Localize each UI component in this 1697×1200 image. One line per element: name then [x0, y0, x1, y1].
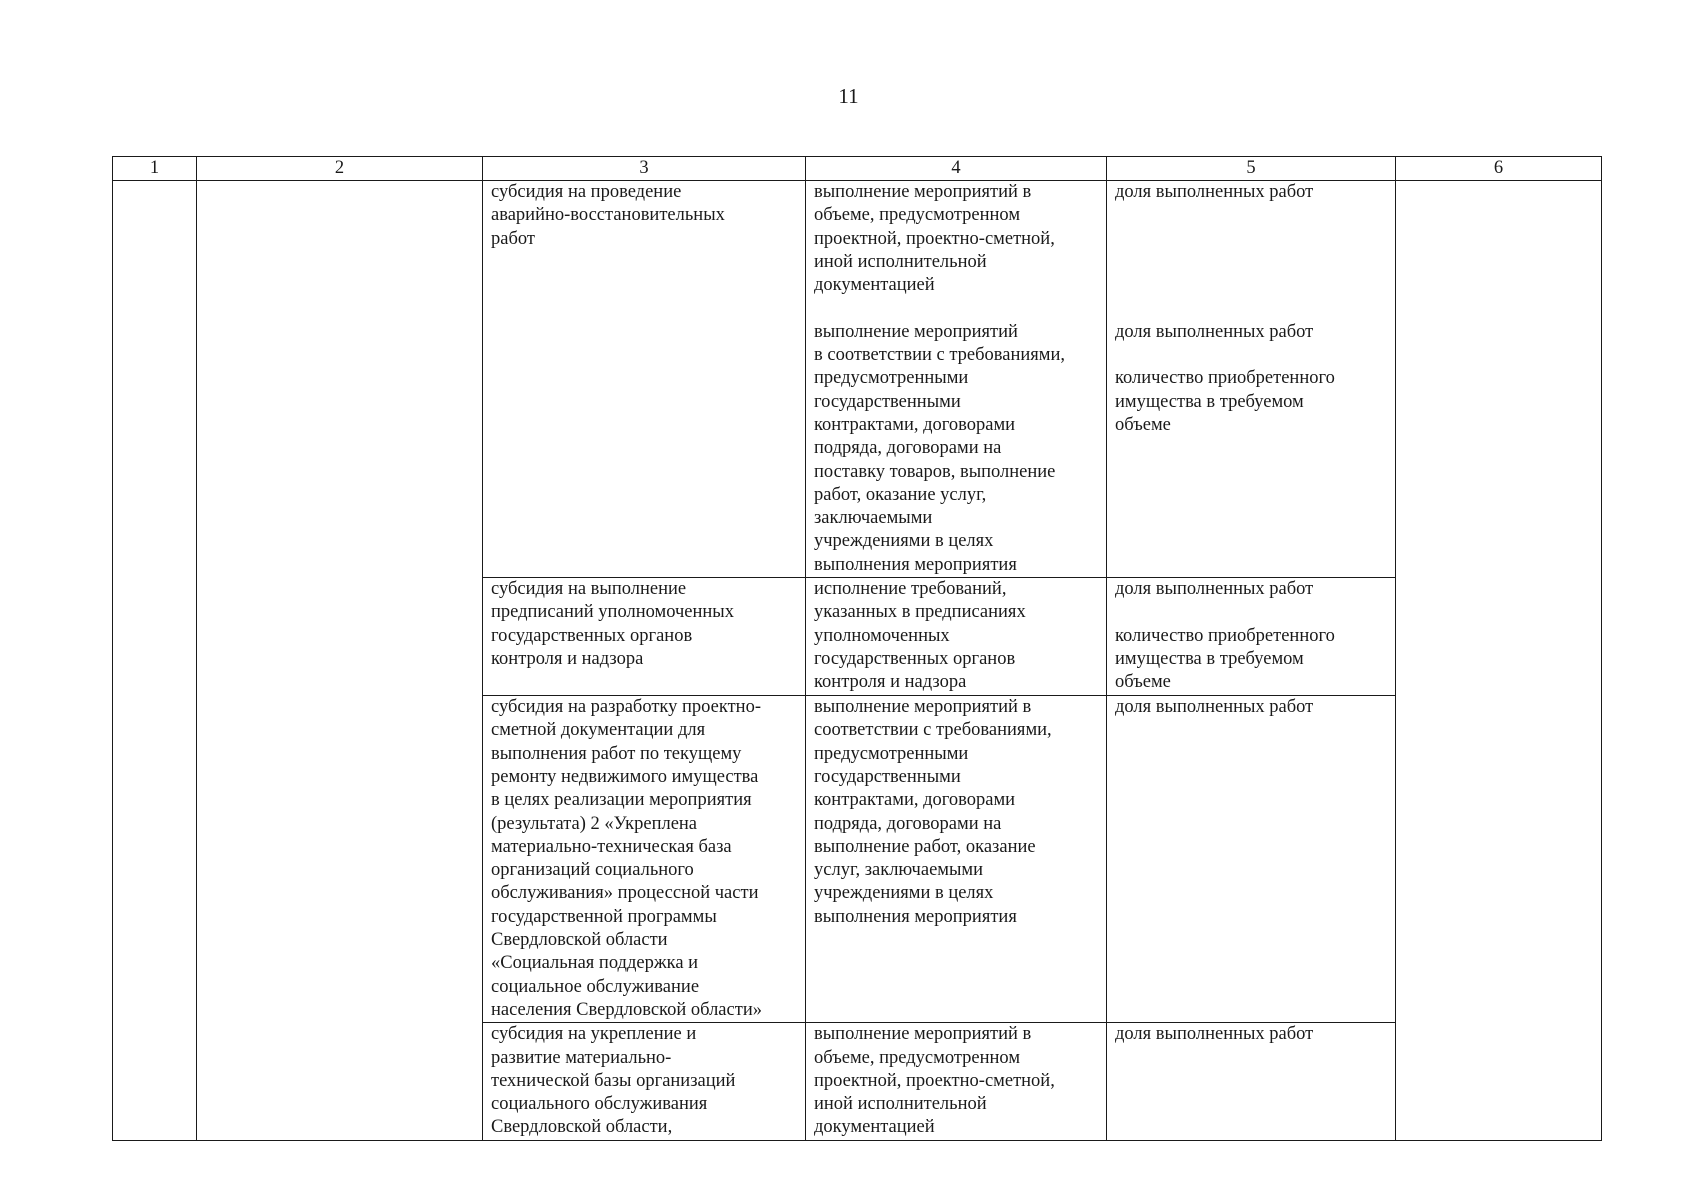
requirements-cell: исполнение требований, указанных в предписаниях уполномоченных государственных органов контроля и надзора	[806, 578, 1107, 696]
indicator-text: доля выполненных работ	[1115, 182, 1314, 202]
indicator-text: доля выполненных работ	[1115, 321, 1314, 342]
document-table	[112, 156, 1602, 1141]
indicator-text: количество приобретенного имущества в требуемом объеме	[1115, 368, 1335, 435]
column-header-4: 4	[806, 157, 1107, 181]
indicator-cell	[1107, 181, 1396, 578]
column-number-row	[113, 157, 1602, 181]
cell-col6	[1396, 181, 1602, 1141]
indicator-cell: доля выполненных работ	[1107, 1023, 1396, 1140]
subsidy-type-cell: субсидия на укрепление и развитие материально- технической базы организаций социального обслуживания Свердловской области,	[483, 1023, 806, 1140]
subsidy-type-cell: субсидия на выполнение предписаний уполномоченных государственных органов контроля и надзора	[483, 578, 806, 696]
column-header-2: 2	[197, 157, 483, 181]
requirements-text: выполнение мероприятий в объеме, предусмотренном проектной, проектно-сметной, иной исполнительной документацией	[814, 182, 1055, 296]
requirements-text: выполнение мероприятий в соответствии с требованиями, предусмотренными государственными контрактами, договорами подряда, договорами на поставку товаров, выполнение работ, оказание услуг, заключаемыми учреждениями в целях выполнения мероприятия	[814, 321, 1066, 575]
requirements-cell: выполнение мероприятий в объеме, предусмотренном проектной, проектно-сметной, иной исполнительной документацией	[806, 1023, 1107, 1140]
indicator-text: количество приобретенного имущества в требуемом объеме	[1115, 625, 1335, 693]
subsidy-type-cell: субсидия на разработку проектно- сметной документации для выполнения работ по текущему ремонту недвижимого имущества в целях реализации мероприятия (результата) 2 «Укреплена материально-техническая база организаций социального обслуживания» процессной части государственной программы Свердловской области «Социальная поддержка и социальное обслуживание населения Свердловской области»	[483, 696, 806, 1023]
cell-col1	[113, 181, 197, 1141]
column-header-1: 1	[113, 157, 197, 181]
indicator-cell: доля выполненных работ	[1107, 696, 1396, 1023]
column-header-3: 3	[483, 157, 806, 181]
column-header-6: 6	[1396, 157, 1602, 181]
page-number: 11	[838, 84, 859, 108]
cell-col2	[197, 181, 483, 1141]
requirements-cell	[806, 181, 1107, 578]
requirements-cell: выполнение мероприятий в соответствии с требованиями, предусмотренными государственными контрактами, договорами подряда, договорами на выполнение работ, оказание услуг, заключаемыми учреждениями в целях выполнения мероприятия	[806, 696, 1107, 1023]
indicator-cell	[1107, 578, 1396, 696]
indicator-text: доля выполненных работ	[1115, 579, 1314, 600]
column-header-5: 5	[1107, 157, 1396, 181]
table-row	[113, 181, 1602, 578]
subsidy-type-cell: субсидия на проведение аварийно-восстановительных работ	[483, 181, 806, 578]
